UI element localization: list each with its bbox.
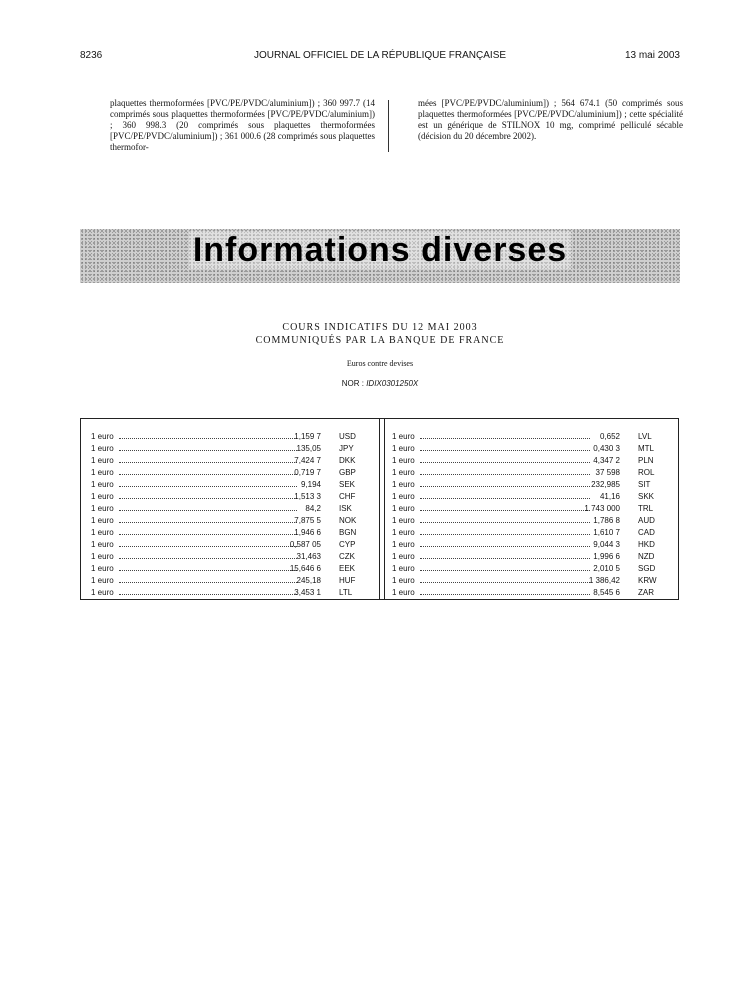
rate-value: 7,875 5: [294, 516, 321, 525]
section-title: Informations diverses: [189, 231, 571, 269]
rate-label: 1 euro: [392, 444, 415, 453]
rate-row: [392, 563, 672, 575]
dot-leader: [119, 546, 297, 547]
currency-code: CYP: [339, 540, 356, 549]
notice-subtitle: Euros contre devises: [346, 359, 414, 368]
rate-row: [91, 587, 371, 599]
nor-value: IDIX0301250X: [366, 379, 419, 388]
notice-title-block: [80, 321, 680, 388]
rate-row: [392, 455, 672, 467]
rate-row: [392, 491, 672, 503]
rate-label: 1 euro: [91, 492, 114, 501]
dot-leader: [420, 582, 590, 583]
dot-leader: [420, 594, 590, 595]
rates-column-right: [392, 431, 672, 599]
rate-label: 1 euro: [392, 564, 415, 573]
dot-leader: [420, 438, 590, 439]
currency-code: EEK: [339, 564, 356, 573]
rate-label: 1 euro: [91, 456, 114, 465]
rate-row: [392, 479, 672, 491]
dot-leader: [420, 498, 590, 499]
dot-leader: [420, 558, 590, 559]
table-column-divider: [379, 419, 385, 599]
rate-row: [392, 431, 672, 443]
dot-leader: [119, 582, 297, 583]
rate-label: 1 euro: [91, 468, 114, 477]
rate-row: [392, 527, 672, 539]
dot-leader: [420, 510, 590, 511]
dot-leader: [119, 438, 297, 439]
rate-value: 15,646 6: [289, 564, 321, 573]
rate-label: 1 euro: [91, 516, 114, 525]
dot-leader: [119, 570, 297, 571]
page-header: [80, 50, 680, 66]
rate-value: 2,010 5: [593, 564, 620, 573]
rate-label: 1 euro: [392, 516, 415, 525]
rate-row: [91, 431, 371, 443]
page-number: 8236: [80, 50, 103, 61]
rate-label: 1 euro: [91, 444, 114, 453]
currency-code: CZK: [339, 552, 355, 561]
currency-code: ZAR: [638, 588, 654, 597]
currency-code: CAD: [638, 528, 655, 537]
dot-leader: [119, 534, 297, 535]
rate-row: [91, 539, 371, 551]
column-divider: [388, 100, 389, 152]
dot-leader: [420, 462, 590, 463]
rate-value: 0,430 3: [593, 444, 620, 453]
currency-code: ISK: [339, 504, 352, 513]
journal-title: JOURNAL OFFICIEL DE LA RÉPUBLIQUE FRANÇAISE: [253, 50, 507, 61]
rate-row: [91, 491, 371, 503]
currency-code: KRW: [638, 576, 657, 585]
nor-reference: [80, 379, 680, 388]
rate-value: 1 386,42: [588, 576, 620, 585]
currency-code: HKD: [638, 540, 655, 549]
rate-row: [91, 455, 371, 467]
rate-row: [91, 551, 371, 563]
rate-value: 9,044 3: [593, 540, 620, 549]
dot-leader: [119, 486, 297, 487]
rate-value: 1,946 6: [294, 528, 321, 537]
currency-code: HUF: [339, 576, 356, 585]
rate-label: 1 euro: [91, 432, 114, 441]
rate-row: [91, 503, 371, 515]
rate-label: 1 euro: [392, 432, 415, 441]
notice-title-line-1: COURS INDICATIFS DU 12 MAI 2003: [282, 322, 478, 333]
rate-value: 1,996 6: [593, 552, 620, 561]
rate-row: [91, 575, 371, 587]
currency-code: SIT: [638, 480, 651, 489]
rate-label: 1 euro: [91, 480, 114, 489]
rate-label: 1 euro: [392, 468, 415, 477]
rate-label: 1 euro: [91, 576, 114, 585]
issue-date: 13 mai 2003: [624, 50, 680, 61]
rate-label: 1 euro: [91, 504, 114, 513]
dot-leader: [119, 510, 297, 511]
rate-row: [392, 587, 672, 599]
currency-code: JPY: [339, 444, 354, 453]
rate-row: [392, 443, 672, 455]
rate-value: 0,719 7: [294, 468, 321, 477]
rate-row: [392, 467, 672, 479]
rate-value: 37 598: [595, 468, 620, 477]
rate-value: 31,463: [296, 552, 321, 561]
dot-leader: [119, 462, 297, 463]
rate-row: [392, 551, 672, 563]
rate-value: 1,610 7: [593, 528, 620, 537]
continued-text-columns: [110, 98, 683, 158]
rate-label: 1 euro: [392, 456, 415, 465]
rate-value: 0,652: [599, 432, 620, 441]
dot-leader: [420, 474, 590, 475]
rate-value: 9,194: [300, 480, 321, 489]
currency-code: ROL: [638, 468, 655, 477]
rate-row: [91, 515, 371, 527]
rate-value: 84,2: [305, 504, 321, 513]
currency-code: BGN: [339, 528, 357, 537]
notice-title-line-2: COMMUNIQUÉS PAR LA BANQUE DE FRANCE: [255, 335, 505, 346]
rate-value: 8,545 6: [593, 588, 620, 597]
rate-row: [91, 467, 371, 479]
dot-leader: [119, 474, 297, 475]
rate-label: 1 euro: [392, 492, 415, 501]
rate-label: 1 euro: [392, 480, 415, 489]
rate-value: 41,16: [599, 492, 620, 501]
rate-value: 1,513 3: [294, 492, 321, 501]
currency-code: AUD: [638, 516, 655, 525]
currency-code: NOK: [339, 516, 357, 525]
rate-value: 1,159 7: [294, 432, 321, 441]
rate-value: 245,18: [296, 576, 321, 585]
dot-leader: [119, 594, 297, 595]
rate-label: 1 euro: [392, 540, 415, 549]
currency-code: SGD: [638, 564, 656, 573]
rate-row: [91, 527, 371, 539]
dot-leader: [420, 522, 590, 523]
rate-label: 1 euro: [392, 552, 415, 561]
currency-code: LTL: [339, 588, 353, 597]
rate-label: 1 euro: [91, 588, 114, 597]
rate-value: 1 743 000: [584, 504, 620, 513]
rate-row: [392, 539, 672, 551]
currency-code: DKK: [339, 456, 356, 465]
currency-code: SKK: [638, 492, 655, 501]
dot-leader: [420, 546, 590, 547]
rate-row: [91, 479, 371, 491]
dot-leader: [420, 534, 590, 535]
rate-value: 7,424 7: [294, 456, 321, 465]
text-column-right: mées [PVC/PE/PVDC/aluminium]) ; 564 674.1 (50 comprimés sous plaquettes thermoformées [PVC/PE/PVDC/aluminium]) ; cette spécialité est un générique de STILNOX 10 mg, comprimé pelliculé sécable (décision du 20 décembre 2002).: [418, 98, 683, 141]
rate-value: 1,786 8: [593, 516, 620, 525]
text-column-left: plaquettes thermoformées [PVC/PE/PVDC/aluminium]) ; 360 997.7 (14 comprimés sous plaquettes thermoformées [PVC/PE/PVDC/aluminium]) ; 360 998.3 (20 comprimés sous plaquettes thermoformées [PVC/PE/PVDC/aluminium]) ; 361 000.6 (28 comprimés sous plaquettes thermofor-: [110, 98, 375, 152]
rate-value: 0,587 05: [289, 540, 321, 549]
currency-code: CHF: [339, 492, 356, 501]
dot-leader: [420, 450, 590, 451]
rate-label: 1 euro: [392, 588, 415, 597]
currency-code: MTL: [638, 444, 654, 453]
rate-value: 135,05: [296, 444, 321, 453]
dot-leader: [119, 558, 297, 559]
rate-row: [91, 443, 371, 455]
rate-label: 1 euro: [91, 528, 114, 537]
dot-leader: [420, 486, 590, 487]
rate-label: 1 euro: [91, 540, 114, 549]
currency-code: GBP: [339, 468, 356, 477]
rate-label: 1 euro: [392, 576, 415, 585]
currency-code: LVL: [638, 432, 652, 441]
rate-value: 3,453 1: [294, 588, 321, 597]
rate-value: 232,985: [591, 480, 620, 489]
rate-row: [392, 515, 672, 527]
currency-code: SEK: [339, 480, 356, 489]
currency-code: USD: [339, 432, 356, 441]
currency-code: PLN: [638, 456, 654, 465]
dot-leader: [420, 570, 590, 571]
dot-leader: [119, 450, 297, 451]
rate-label: 1 euro: [91, 564, 114, 573]
rate-row: [91, 563, 371, 575]
currency-code: TRL: [638, 504, 654, 513]
rate-value: 4,347 2: [593, 456, 620, 465]
nor-label: NOR :: [341, 379, 367, 388]
currency-code: NZD: [638, 552, 655, 561]
rate-row: [392, 503, 672, 515]
dot-leader: [119, 498, 297, 499]
rates-column-left: [91, 431, 371, 599]
section-banner: [80, 229, 680, 283]
exchange-rates-table: [80, 418, 679, 600]
dot-leader: [119, 522, 297, 523]
rate-row: [392, 575, 672, 587]
rate-label: 1 euro: [392, 504, 415, 513]
rate-label: 1 euro: [91, 552, 114, 561]
rate-label: 1 euro: [392, 528, 415, 537]
